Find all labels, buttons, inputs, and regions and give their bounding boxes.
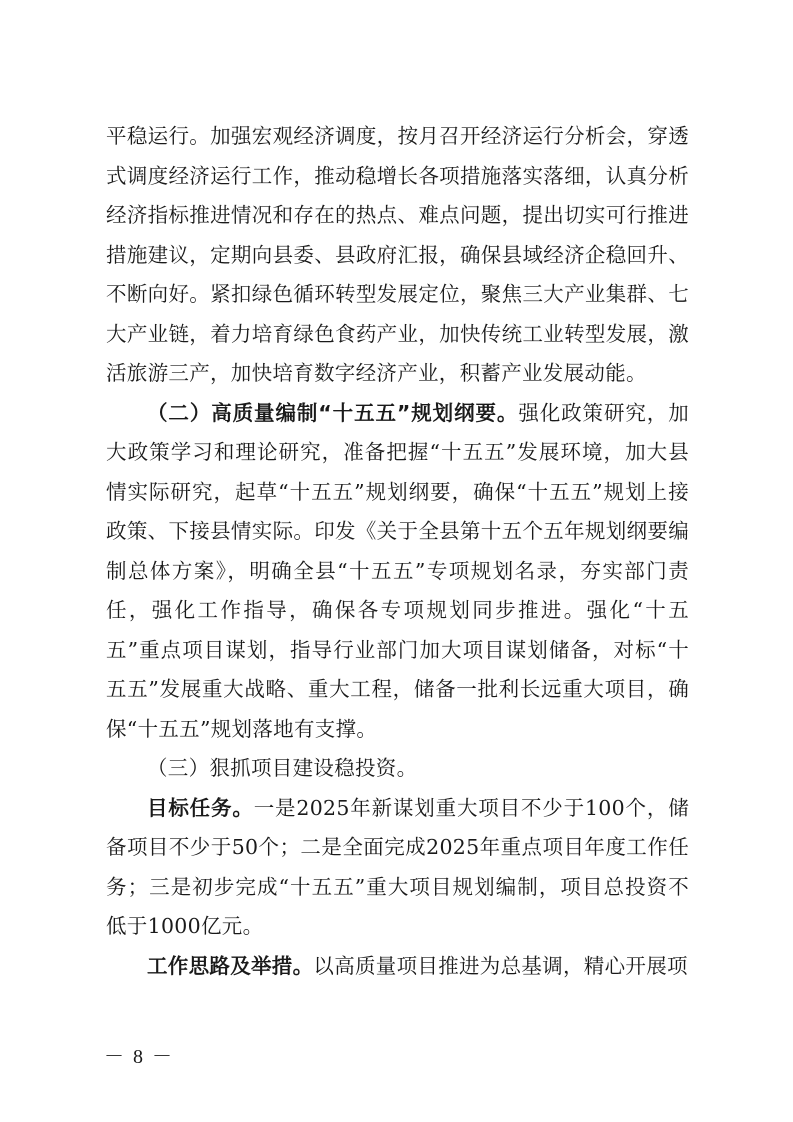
paragraph-text: 一是2025年新谋划重大项目不少于100个，储备项目不少于50个；二是全面完成2025年重点项目年度工作任务；三是初步完成“十五五”重大项目规划编制，项目总投资不低于1000亿元。 — [106, 795, 690, 938]
paragraph-target-tasks — [106, 789, 689, 947]
paragraph-economic-operation — [106, 117, 689, 394]
section-heading-project-investment — [106, 749, 689, 789]
section-heading-fifteenth-plan: （二）高质量编制“十五五”规划纲要。 — [147, 400, 519, 425]
paragraph-approach-measures — [106, 947, 689, 987]
paragraph-text: 强化政策研究，加大政策学习和理论研究，准备把握“十五五”发展环境，加大县情实际研究，起草“十五五”规划纲要，确保“十五五”规划上接政策、下接县情实际。印发《关于全县第十五个五年规划纲要编制总体方案》，明确全县“十五五”专项规划名录，夯实部门责任，强化工作指导，确保各专项规划同步推进。强化“十五五”重点项目谋划，指导行业部门加大项目谋划储备，对标“十五五”发展重大战略、重大工程，储备一批利长远重大项目，确保“十五五”规划落地有支撑。 — [106, 400, 689, 741]
paragraph-text: 平稳运行。加强宏观经济调度，按月召开经济运行分析会，穿透式调度经济运行工作，推动稳增长各项措施落实落细，认真分析经济指标推进情况和存在的热点、难点问题，提出切实可行推进措施建议，定期向县委、县政府汇报，确保县域经济企稳回升、不断向好。紧扣绿色循环转型发展定位，聚焦三大产业集群、七大产业链，着力培育绿色食药产业，加快传统工业转型发展，激活旅游三产，加快培育数字经济产业，积蓄产业发展动能。 — [106, 124, 689, 385]
paragraph-fifteenth-plan — [106, 394, 689, 750]
page-number: － 8 － — [104, 1046, 174, 1068]
paragraph-text: （三）狠抓项目建设稳投资。 — [147, 756, 418, 780]
subheading-target-tasks: 目标任务。 — [147, 795, 254, 820]
subheading-approach-measures: 工作思路及举措。 — [147, 953, 314, 978]
document-body — [106, 117, 689, 986]
paragraph-text: 以高质量项目推进为总基调，精心开展项 — [313, 953, 688, 978]
